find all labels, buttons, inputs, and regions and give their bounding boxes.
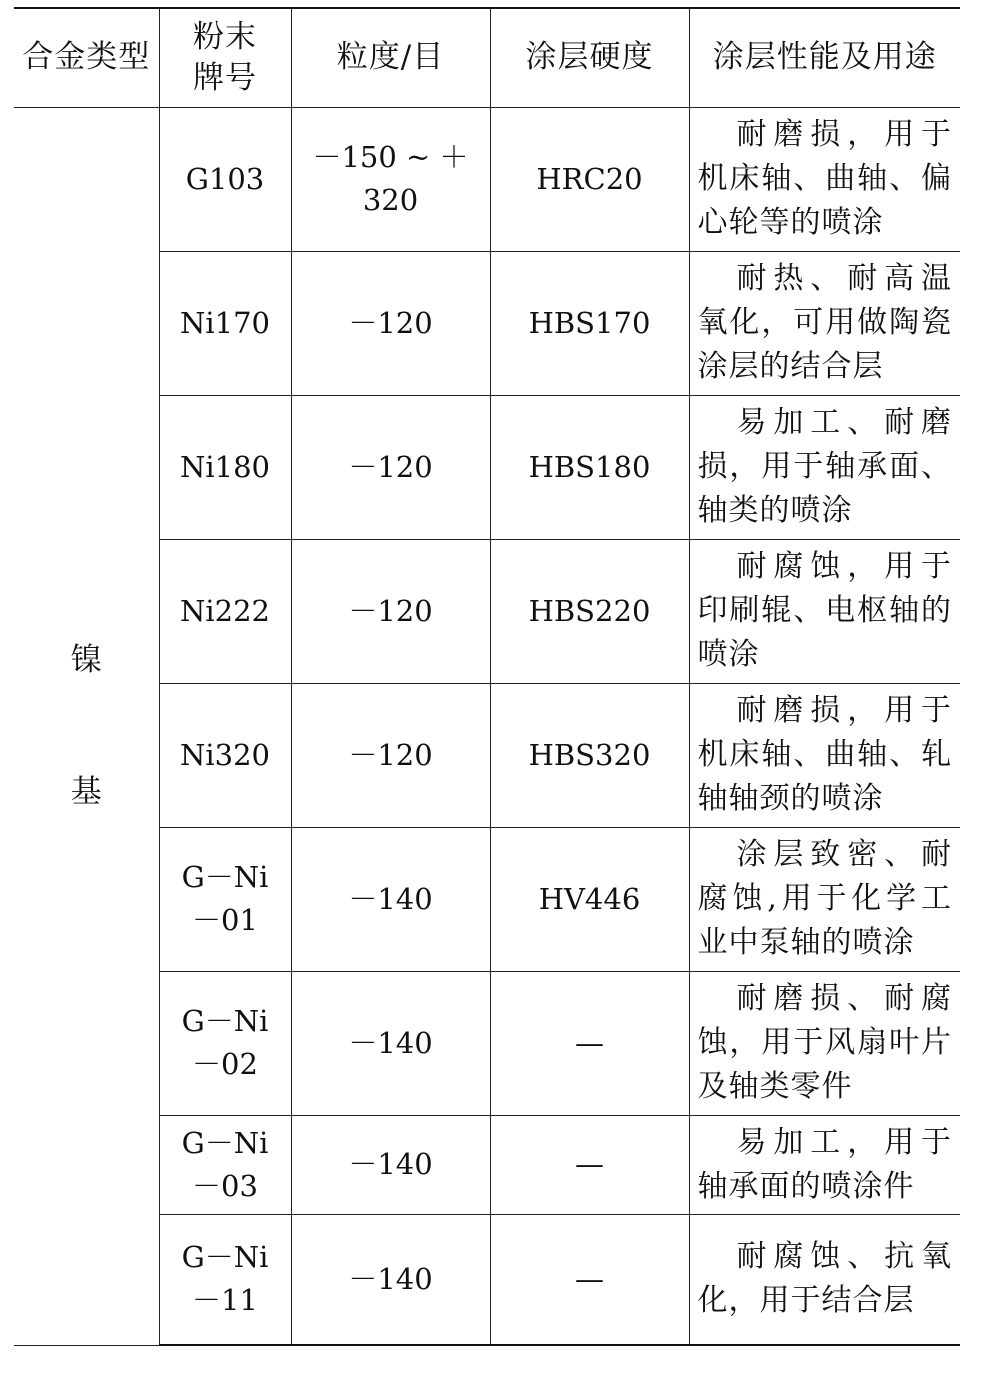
grade-cell: G－Ni －03 bbox=[159, 1115, 291, 1214]
table-row bbox=[14, 107, 960, 251]
hardness-cell: — bbox=[490, 971, 689, 1115]
use-cell: 耐磨损、耐腐蚀，用于风扇叶片及轴类零件 bbox=[689, 971, 960, 1115]
size-cell: －120 bbox=[291, 683, 490, 827]
hardness-cell: HV446 bbox=[490, 827, 689, 971]
size-cell: －120 bbox=[291, 395, 490, 539]
size-cell: －140 bbox=[291, 1115, 490, 1214]
use-cell: 耐腐蚀，用于印刷辊、电枢轴的喷涂 bbox=[689, 539, 960, 683]
hardness-cell: HBS180 bbox=[490, 395, 689, 539]
header-powder-grade: 粉末 牌号 bbox=[159, 8, 291, 107]
alloy-type-cell: 镍 基 bbox=[14, 107, 159, 1345]
size-cell: －150 ~ ＋320 bbox=[291, 107, 490, 251]
grade-cell: G－Ni －01 bbox=[159, 827, 291, 971]
header-coating-use: 涂层性能及用途 bbox=[689, 8, 960, 107]
grade-cell: Ni222 bbox=[159, 539, 291, 683]
size-cell: －120 bbox=[291, 539, 490, 683]
hardness-cell: — bbox=[490, 1214, 689, 1345]
grade-cell: Ni180 bbox=[159, 395, 291, 539]
hardness-cell: HBS170 bbox=[490, 251, 689, 395]
use-cell: 耐热、耐高温氧化，可用做陶瓷涂层的结合层 bbox=[689, 251, 960, 395]
hardness-cell: HBS320 bbox=[490, 683, 689, 827]
use-cell: 耐磨损，用于机床轴、曲轴、轧轴轴颈的喷涂 bbox=[689, 683, 960, 827]
use-cell: 耐腐蚀、抗氧化，用于结合层 bbox=[689, 1214, 960, 1345]
header-row bbox=[14, 8, 960, 107]
header-particle-size: 粒度/目 bbox=[291, 8, 490, 107]
grade-cell: G－Ni －11 bbox=[159, 1214, 291, 1345]
use-cell: 涂层致密、耐腐蚀,用于化学工业中泵轴的喷涂 bbox=[689, 827, 960, 971]
use-cell: 易加工，用于轴承面的喷涂件 bbox=[689, 1115, 960, 1214]
hardness-cell: — bbox=[490, 1115, 689, 1214]
alloy-powder-table bbox=[14, 7, 960, 1346]
size-cell: －140 bbox=[291, 971, 490, 1115]
hardness-cell: HRC20 bbox=[490, 107, 689, 251]
size-cell: －140 bbox=[291, 827, 490, 971]
header-coating-hardness: 涂层硬度 bbox=[490, 8, 689, 107]
header-alloy-type: 合金类型 bbox=[14, 8, 159, 107]
size-cell: －140 bbox=[291, 1214, 490, 1345]
grade-cell: G－Ni －02 bbox=[159, 971, 291, 1115]
size-cell: －120 bbox=[291, 251, 490, 395]
grade-cell: Ni170 bbox=[159, 251, 291, 395]
hardness-cell: HBS220 bbox=[490, 539, 689, 683]
use-cell: 耐磨损，用于机床轴、曲轴、偏心轮等的喷涂 bbox=[689, 107, 960, 251]
use-cell: 易加工、耐磨损，用于轴承面、轴类的喷涂 bbox=[689, 395, 960, 539]
grade-cell: Ni320 bbox=[159, 683, 291, 827]
grade-cell: G103 bbox=[159, 107, 291, 251]
